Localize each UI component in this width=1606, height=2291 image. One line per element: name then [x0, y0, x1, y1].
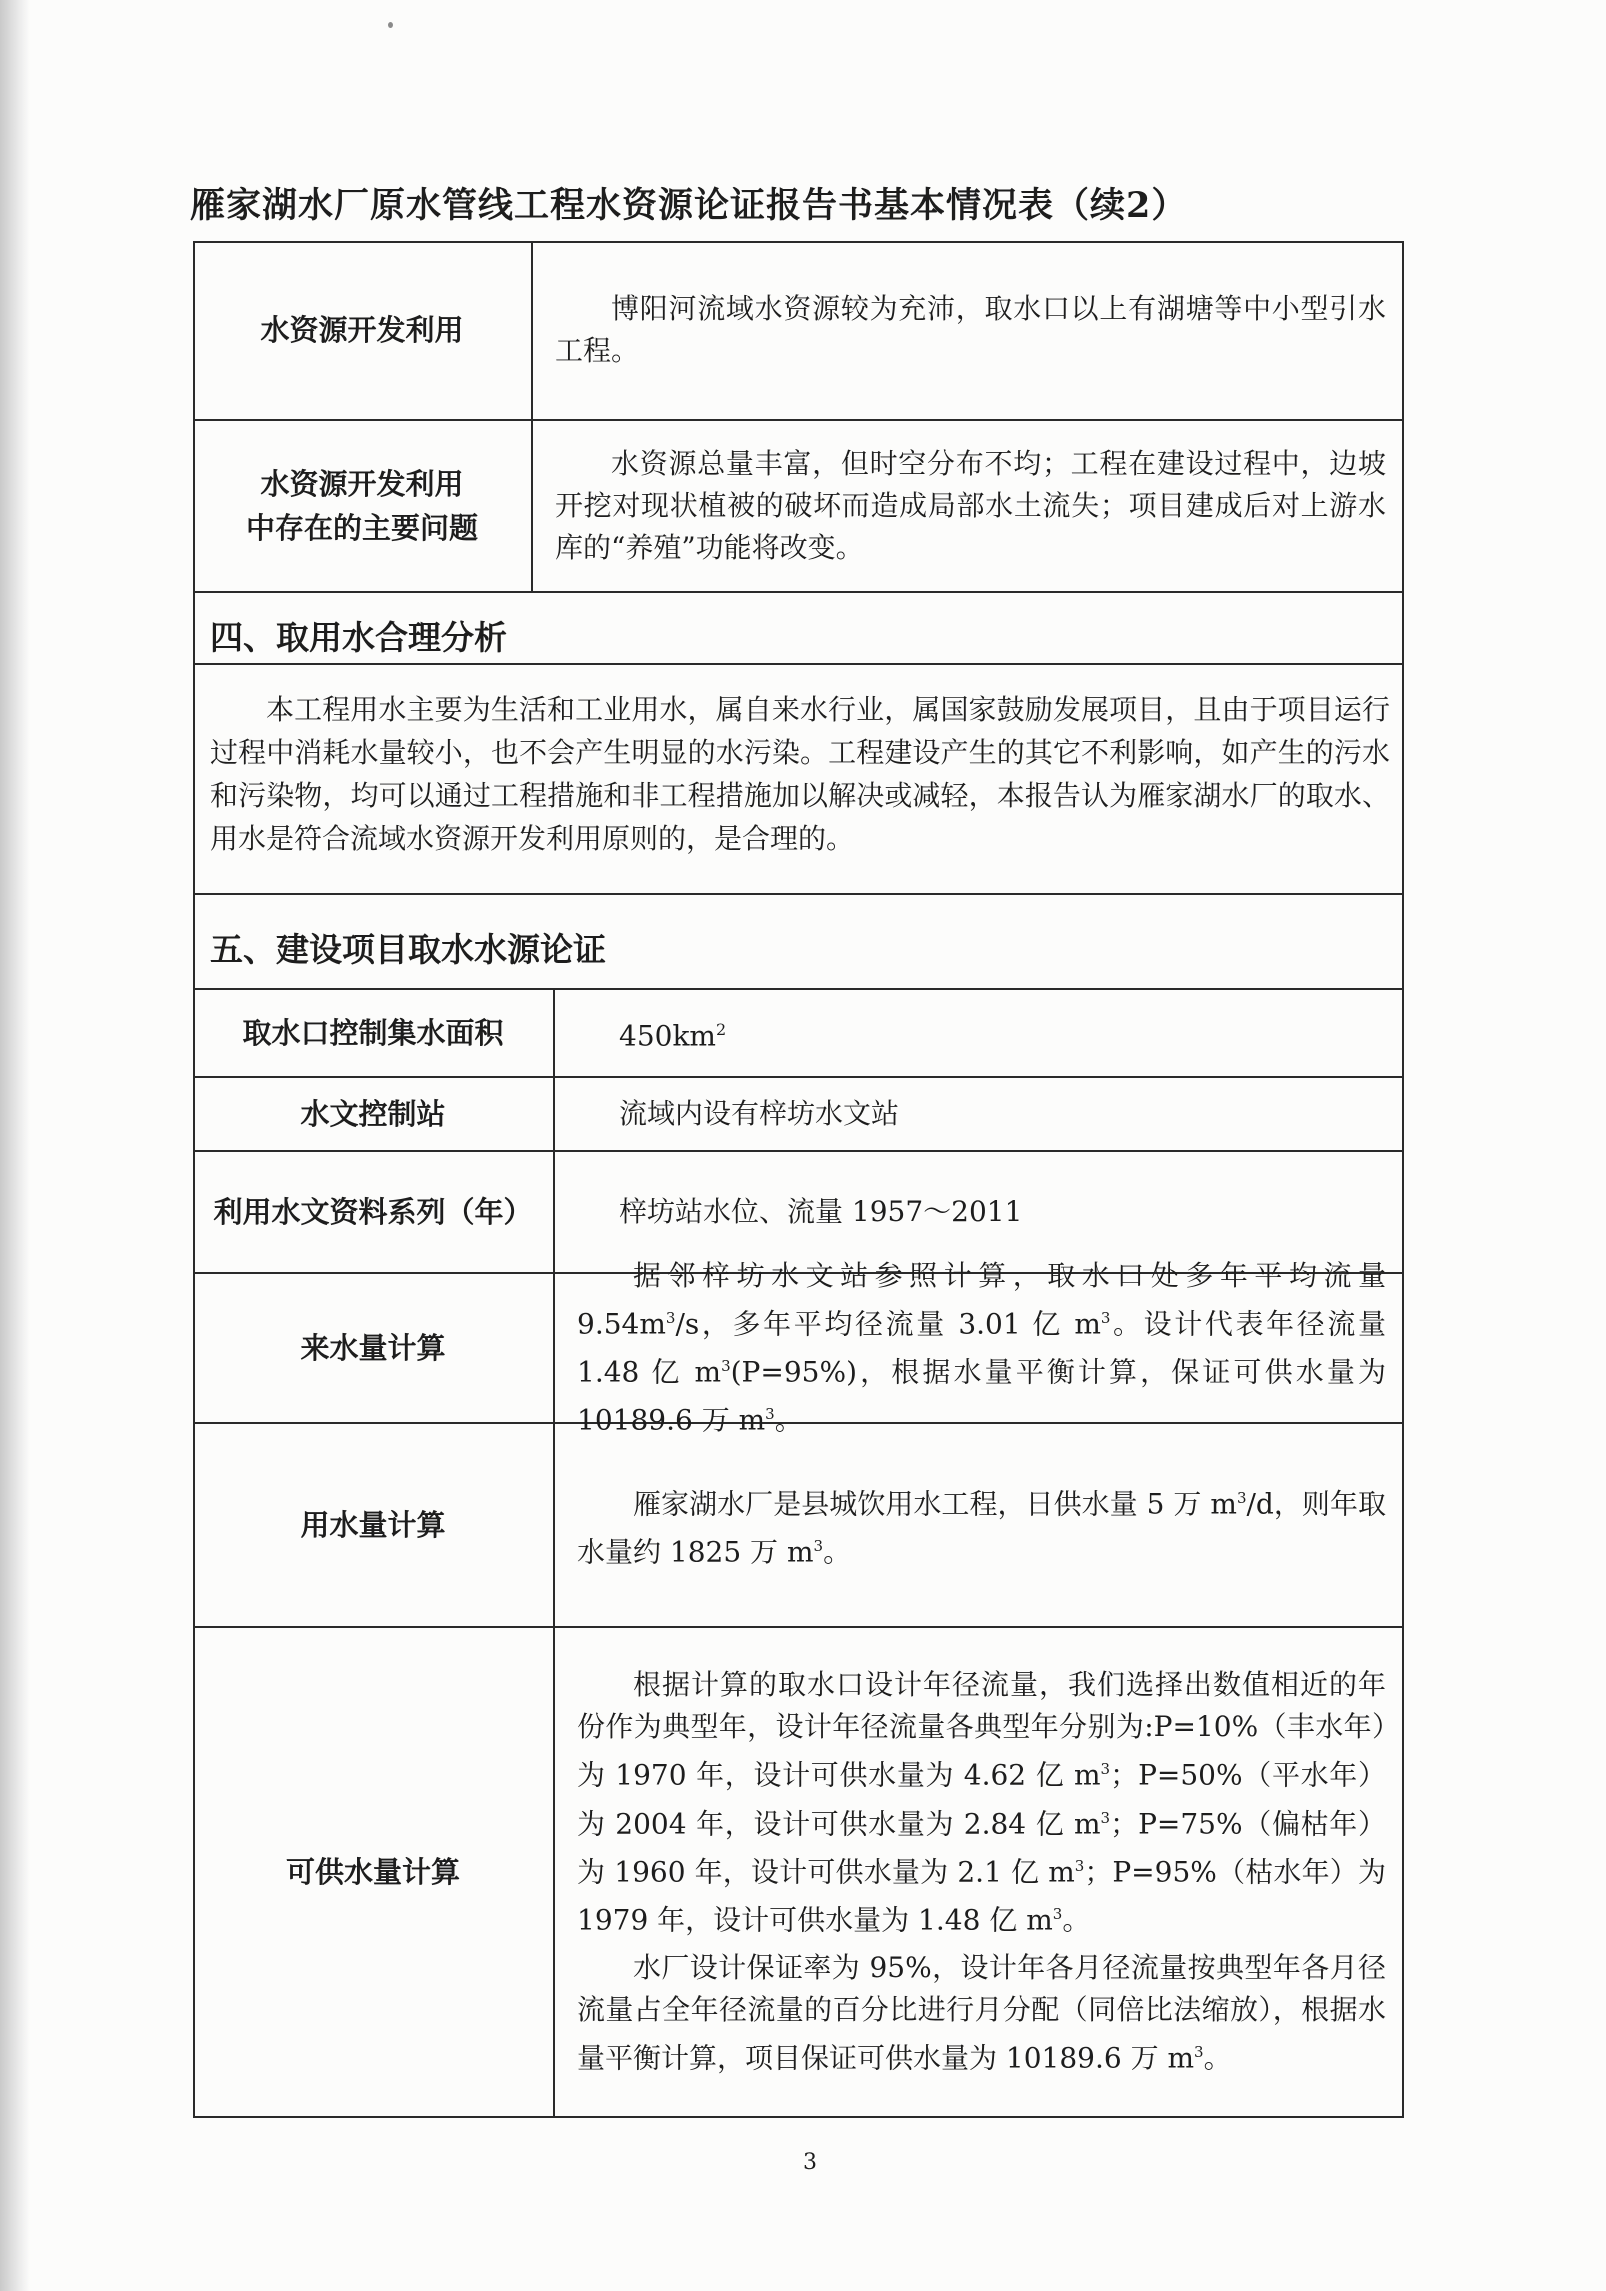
- text-run: ；P=50%（平水年）为 2004 年，设计可供水量为 2.84 亿 m: [577, 1758, 1386, 1840]
- text-run: 据邻梓坊水文站参照计算，取水口处多年平均流量9.54m: [577, 1258, 1386, 1340]
- supply-calc-content: [555, 1664, 1404, 2080]
- row-content-text: 博阳河流域水资源较为充沛，取水口以上有湖塘等中小型引水工程。: [555, 292, 1386, 367]
- superscript: 3: [1194, 2043, 1204, 2062]
- row-label: [193, 990, 553, 1076]
- row-label: [193, 1078, 553, 1150]
- section4-heading: 四、取用水合理分析: [210, 618, 507, 657]
- row-label: [193, 241, 531, 419]
- row-label: [193, 1274, 553, 1422]
- text-run: 雁家湖水厂是县城饮用水工程，日供水量 5 万 m: [633, 1487, 1237, 1520]
- text-run: 。: [823, 1535, 852, 1569]
- table-row-water-development: [193, 241, 1404, 421]
- row-label-text: 利用水文资料系列（年）: [213, 1195, 533, 1229]
- row-content-text: 水资源总量丰富，但时空分布不均；工程在建设过程中，边坡开挖对现状植被的破坏而造成局部水土流失；项目建成后对上游水库的“养殖”功能将改变。: [555, 447, 1386, 564]
- supply-calc-paragraph-2: [555, 1947, 1404, 2079]
- table-row-water-use-calc: [193, 1424, 1404, 1628]
- row-content-text: 梓坊站水位、流量 1957～2011: [619, 1195, 1023, 1228]
- superscript: 3: [1100, 1760, 1111, 1779]
- row-content: [553, 1258, 1404, 1437]
- row-label-text: 水资源开发利用: [260, 313, 464, 347]
- section4-paragraph: 本工程用水主要为生活和工业用水，属自来水行业，属国家鼓励发展项目，且由于项目运行过程中消耗水量较小，也不会产生明显的水污染。工程建设产生的其它不利影响，如产生的污水和污染物，均可以通过工程措施和非工程措施加以解决或减轻，本报告认为雁家湖水厂的取水、用水是符合流域水资源开发利用原则的，是合理的。: [210, 693, 1390, 855]
- supply-calc-paragraph-1: [555, 1664, 1404, 1941]
- row-content-text: [555, 1009, 744, 1057]
- superscript: 3: [1100, 1808, 1111, 1827]
- text-run: 。: [1203, 2041, 1232, 2075]
- table-row-catchment-area: [193, 990, 1404, 1078]
- scan-speck: [388, 22, 393, 28]
- row-label-line1: 水资源开发利用: [260, 467, 464, 501]
- text-run: ；P=75%（偏枯年）为 1960 年，设计可供水量为 2.1 亿 m: [577, 1806, 1386, 1889]
- row-label: [193, 1628, 553, 2116]
- row-content-text: [555, 1255, 1404, 1442]
- table-row-hydro-station: [193, 1078, 1404, 1152]
- catchment-area-value: 450km: [619, 1019, 716, 1053]
- superscript: 3: [1052, 1905, 1063, 1924]
- text-run: ；P=95%（枯水年）为 1979 年，设计可供水量为 1.48 亿 m: [577, 1855, 1386, 1937]
- superscript: 3: [1074, 1856, 1085, 1875]
- text-run: (P=95%)，根据水量平衡计算，保证可供水量为 10189.6 万 m: [577, 1355, 1386, 1437]
- text-run: 。: [1062, 1903, 1091, 1937]
- superscript: 3: [813, 1537, 824, 1555]
- text-run: 。设计代表年径流量 1.48 亿 m: [577, 1306, 1386, 1389]
- superscript: 3: [1100, 1308, 1111, 1327]
- catchment-area-unit-exp: 2: [715, 1019, 727, 1039]
- text-run: 根据计算的取水口设计年径流量，我们选择出数值相近的年份作为典型年，设计年径流量各典型年分别为:P=10%（丰水年）为 1970 年，设计可供水量为 4.62 亿 m: [577, 1668, 1386, 1792]
- row-label-text: 来水量计算: [300, 1331, 446, 1365]
- row-content: [553, 1424, 1404, 1626]
- superscript: 3: [1236, 1488, 1247, 1507]
- table-row-supply-calc: [193, 1628, 1404, 2118]
- row-content: [531, 241, 1404, 419]
- table-row-inflow-calc: [193, 1258, 1404, 1437]
- scan-edge-shadow: [0, 0, 30, 2291]
- text-run: 。: [774, 1403, 803, 1437]
- table-row-main-problems: [193, 421, 1404, 593]
- row-label-text: 水文控制站: [300, 1097, 446, 1131]
- row-label-text: 用水量计算: [300, 1508, 446, 1542]
- row-content-text: 流域内设有梓坊水文站: [619, 1097, 900, 1130]
- section5-heading: 五、建设项目取水水源论证: [210, 930, 606, 969]
- row-label-text: 取水口控制集水面积: [242, 1016, 504, 1050]
- superscript: 3: [721, 1356, 731, 1375]
- row-content: [531, 421, 1404, 591]
- row-label: [193, 1152, 553, 1272]
- row-label-text: 可供水量计算: [285, 1855, 460, 1889]
- text-run: 水厂设计保证率为 95%，设计年各月径流量按典型年各月径流量占全年径流量的百分比进行月分配（同倍比法缩放），根据水量平衡计算，项目保证可供水量为 10189.6 万 m: [577, 1951, 1386, 2075]
- superscript: 3: [765, 1405, 775, 1424]
- row-content: [553, 990, 1404, 1076]
- text-run: /s，多年平均径流量 3.01 亿 m: [675, 1306, 1101, 1340]
- row-label: [193, 1424, 553, 1626]
- document-title: 雁家湖水厂原水管线工程水资源论证报告书基本情况表（续2）: [190, 185, 1188, 226]
- row-content: [553, 1628, 1404, 2116]
- row-label-line2: 中存在的主要问题: [245, 511, 478, 545]
- row-content-text: [555, 1477, 1404, 1574]
- row-label: [193, 421, 531, 591]
- page-number: 3: [803, 2150, 817, 2175]
- text-run: /d，则年取水量约 1825 万 m: [577, 1487, 1386, 1569]
- superscript: 3: [665, 1308, 676, 1327]
- row-content: [553, 1078, 1404, 1150]
